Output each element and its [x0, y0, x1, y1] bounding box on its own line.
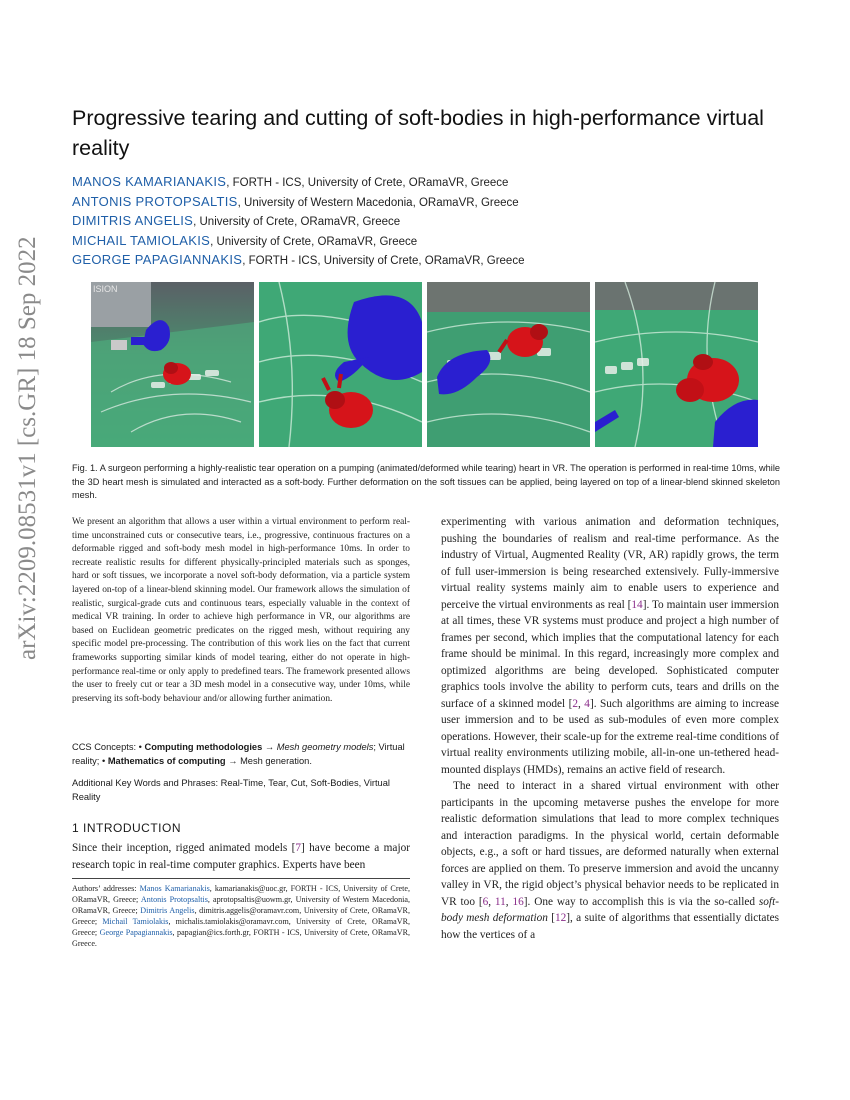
ccs-item-1: Mesh geometry models [276, 742, 374, 752]
author-link[interactable]: Antonis Protopsaltis [140, 895, 208, 904]
author-name[interactable]: GEORGE PAPAGIANNAKIS [72, 252, 243, 267]
body-text: [ [547, 912, 555, 924]
body-paragraph [441, 514, 779, 778]
author-affiliation: , FORTH - ICS, University of Crete, ORamaVR, Greece [242, 255, 525, 267]
abstract [72, 516, 410, 706]
author-link[interactable]: George Papagiannakis [99, 928, 173, 937]
citation-link[interactable]: 6 [482, 895, 489, 908]
author-affiliation: , University of Crete, ORamaVR, Greece [210, 235, 418, 248]
figure-panel-3 [427, 282, 590, 447]
author-name[interactable]: MANOS KAMARIANAKIS [72, 174, 227, 189]
ccs-arrow: → [264, 742, 275, 752]
footnote-text: , michalis.tamiolakis@oramavr.com, University of Crete, ORamaVR, Greece; [72, 917, 410, 937]
ccs-bold-2: Mathematics of computing [107, 755, 226, 766]
author-affiliation: , University of Crete, ORamaVR, Greece [193, 216, 401, 228]
author-name[interactable]: DIMITRIS ANGELIS [72, 213, 194, 228]
body-text: ]. To maintain user immersion at all times, these VR systems must produce and project a high number of frames per second, which implies that the computational latency for each frame should be minimal. In this regard, increasingly more complex and optimized algorithms are being developed. Sophisticated computer graphics tools involve the ability to perform cuts, tears and drills on the surface of a skinned model [ [441, 598, 779, 710]
authors-addresses-footnote [72, 883, 410, 949]
citation-link[interactable]: 4 [584, 697, 590, 710]
author-line [72, 250, 772, 270]
author-line [72, 192, 772, 212]
body-text: ]. Such algorithms are aiming to increase user immersion and to be used as sub-modules of even more complex operations. However, their scale-up for the extreme real-time conditions of virtual reality environments utilizing mobile, all-in-one un-tethered head-mounted displays (HMDs), remains an active field of research. [441, 697, 780, 776]
figure-panel-4 [595, 282, 758, 447]
citation-link[interactable]: 11 [494, 895, 506, 908]
author-link[interactable]: Dimitris Angelis [140, 906, 195, 915]
body-text: , [578, 697, 585, 710]
paper-title: Progressive tearing and cutting of soft-bodies in high-performance virtual reality [72, 106, 764, 160]
body-paragraph [441, 778, 779, 943]
arxiv-stamp: arXiv:2209.08531v1 [cs.GR] 18 Sep 2022 [14, 236, 41, 660]
body-text: , [505, 895, 513, 908]
footnote-text: , papagian@ics.forth.gr, FORTH - ICS, University of Crete, ORamaVR, Greece. [72, 928, 411, 948]
section-heading: 1 INTRODUCTION [72, 821, 181, 835]
author-link[interactable]: Manos Kamarianakis [139, 884, 210, 893]
citation-link[interactable]: 16 [512, 895, 524, 908]
author-list [72, 172, 772, 270]
body-text: , [488, 895, 495, 908]
right-column [441, 514, 779, 943]
figure-panel-2 [259, 282, 422, 447]
intro-paragraph [72, 840, 410, 873]
author-link[interactable]: Michail Tamiolakis [102, 917, 169, 926]
footnote-text: , aprotopsaltis@uowm.gr, University of Western Macedonia, ORamaVR, Greece; [72, 895, 411, 915]
citation-link[interactable]: 2 [572, 697, 579, 710]
ccs-item-2: Mesh generation. [237, 755, 312, 766]
author-name[interactable]: ANTONIS PROTOPSALTIS [72, 193, 238, 209]
author-affiliation: , FORTH - ICS, University of Crete, ORamaVR, Greece [226, 177, 509, 189]
footnote-text: , kamarianakis@uoc.gr, FORTH - ICS, University of Crete, ORamaVR, Greece; [72, 884, 410, 904]
intro-text-b: ] have become a major research topic in real-time computer graphics. Experts have been [72, 842, 410, 871]
citation-link[interactable]: 14 [631, 598, 643, 611]
footnote-text: , dimitris.aggelis@oramavr.com, University of Crete, ORamaVR, Greece; [72, 906, 410, 926]
author-line [72, 211, 772, 231]
author-line [72, 231, 772, 251]
citation-link[interactable]: 12 [555, 912, 567, 924]
figure-caption: Fig. 1. A surgeon performing a highly-realistic tear operation on a pumping (animated/deformed while tearing) heart in VR. The operation is performed in real-time 10ms, while the 3D heart mesh is simulated and interacted as a soft-body. Further deformation on the soft tissues can be applied, being layered on top of a linear-blend skinned skeleton mesh. [72, 463, 780, 500]
body-text: ], a suite of algorithms that essentially dictates how the vertices of a [441, 912, 779, 941]
author-line [72, 172, 772, 192]
footnote-rule [72, 878, 410, 879]
panel-watermark: ISION [93, 284, 118, 294]
ccs-label: CCS Concepts: [72, 742, 139, 752]
body-text: experimenting with various animation and deformation techniques, pushing the boundaries of realism and real-time performance. As the industry of Virtual, Augmented Reality (VR, AR) rapidly grows, the term of full user-immersion is being researched extensively. Fully-immersive virtual reality systems mainly aim to enable users to experience and perceive the virtual environments as real [ [441, 516, 779, 611]
footnote-prefix: Authors’ addresses: [72, 884, 140, 893]
author-affiliation: , University of Western Macedonia, ORamaVR, Greece [237, 196, 519, 209]
figure-1 [91, 282, 759, 447]
ccs-tail: ; Virtual reality; [72, 742, 405, 766]
emphasis-text: soft-body mesh deformation [441, 895, 779, 924]
body-text: ]. One way to accomplish this is via the so-called [523, 895, 759, 908]
abstract-text: We present an algorithm that allows a user within a virtual environment to perform real-time unconstrained cuts or consecutive tears, i.e., progressive, continuous fractures on a deformable rigged and soft-body mesh model in high-performance 10ms. In order to recreate realistic results for different physically-principled materials such as sponges, hard or soft tissues, we incorporate a novel soft-body deformation, via a particle system layered on-top of a linear-blend skinning model. Our framework allows the simulation of realistic, surgical-grade cuts and continuous tears, especially valuable in the context of medical VR training. In order to achieve high performance in VR, our algorithms are based on Euclidean geometric predicates on the rigged mesh, without requiring any specific model pre-processing. The contribution of this work lies on the fact that current frameworks supporting similar kinds of model tearing, either do not operate in high-performance real-time or only apply to predefined tears. The framework presented allows the user to freely cut or tear a 3D mesh model in a consecutive way, under 10ms, while preserving its soft-body behaviour and/or allowing further animation. [72, 517, 410, 704]
keywords: Additional Key Words and Phrases: Real-Time, Tear, Cut, Soft-Bodies, Virtual Reality [72, 778, 390, 802]
ccs-concepts: CCS Concepts: • Computing methodologies → Mesh geometry models; Virtual reality; • Mathematics of computing → Mesh generation. [72, 742, 405, 766]
intro-text-a: Since their inception, rigged animated models [ [72, 842, 296, 854]
figure-panel-1 [91, 282, 254, 447]
citation-link[interactable]: 7 [295, 842, 302, 854]
body-text: The need to interact in a shared virtual environment with other participants in the upcoming metaverse pushes the envelope for more realistic deformation simulations that lead to more complex techniques and interaction paradigms. In the physical world, certain deformable objects, e.g., a soft or hard tissues, are deformed naturally when external forces are applied on them. To preserve immersion and avoid the uncanny valley in VR, the rigid object’s physical behavior needs to be replicated in VR too [ [441, 780, 779, 908]
ccs-arrow: → [228, 755, 238, 766]
ccs-bold-1: Computing methodologies [144, 742, 263, 752]
author-name[interactable]: MICHAIL TAMIOLAKIS [72, 232, 211, 248]
